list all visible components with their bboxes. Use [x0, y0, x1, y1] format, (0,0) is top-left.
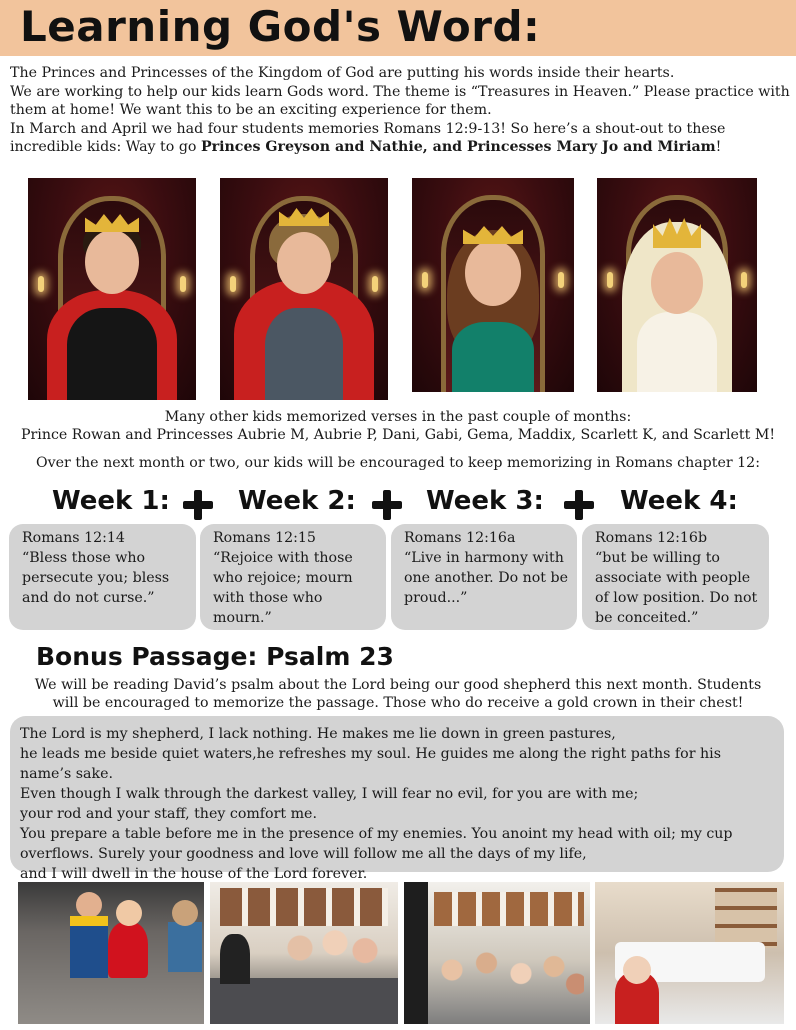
- plan-intro: Over the next month or two, our kids will be encouraged to keep memorizing in Romans chapter 12:: [36, 455, 760, 471]
- verse-text: “Bless those who persecute you; bless and do not curse.”: [22, 550, 170, 606]
- week-2-card: [200, 524, 386, 630]
- other-kids-heading: Many other kids memorized verses in the past couple of months:: [164, 409, 632, 425]
- psalm-line: your rod and your staff, they comfort me.: [20, 806, 317, 822]
- page-title: Learning God's Word:: [20, 2, 541, 51]
- verse-reference: Romans 12:16a: [404, 530, 516, 546]
- photo-prince-2: [220, 178, 388, 400]
- plus-icon: [372, 490, 402, 520]
- plus-icon: [564, 490, 594, 520]
- verse-text: “Rejoice with those who rejoice; mourn with those who mourn.”: [213, 550, 353, 626]
- photo-kids-crafts: [595, 882, 784, 1024]
- photo-kids-dancing: [18, 882, 204, 1024]
- verse-reference: Romans 12:16b: [595, 530, 708, 546]
- psalm-line: Even though I walk through the darkest valley, I will fear no evil, for you are with me;: [20, 786, 639, 802]
- photo-princess-2: [597, 178, 757, 392]
- verse-text: “but be willing to associate with people of low position. Do not be conceited.”: [595, 550, 758, 626]
- psalm-23-box: [10, 716, 784, 882]
- photo-kids-group: [404, 882, 590, 1024]
- verse-reference: Romans 12:14: [22, 530, 125, 546]
- verse-text: “Live in harmony with one another. Do not be proud...”: [404, 550, 568, 606]
- intro-text: [10, 64, 790, 157]
- verse-reference: Romans 12:15: [213, 530, 316, 546]
- bonus-title: Bonus Passage: Psalm 23: [36, 642, 394, 671]
- photo-kids-on-stage: [210, 882, 398, 1024]
- intro-end: !: [715, 139, 722, 155]
- photo-prince-1: [28, 178, 196, 400]
- week-4-heading: Week 4:: [620, 486, 738, 516]
- plus-icon: [183, 490, 213, 520]
- psalm-line: and I will dwell in the house of the Lord forever.: [20, 866, 368, 882]
- intro-line-2: We are working to help our kids learn Gods word. The theme is “Treasures in Heaven.” Please practice with them at home! We want this to be an exciting experience for them.: [10, 83, 790, 118]
- week-3-heading: Week 3:: [426, 486, 544, 516]
- intro-line-1: The Princes and Princesses of the Kingdom of God are putting his words inside their hearts.: [10, 65, 675, 81]
- week-3-card: [391, 524, 577, 630]
- honoree-names: Princes Greyson and Nathie, and Princesses Mary Jo and Miriam: [200, 139, 716, 155]
- week-4-card: [582, 524, 769, 630]
- bonus-line-1: We will be reading David’s psalm about the Lord being our good shepherd this next month. Students: [34, 677, 762, 693]
- bonus-line-2: will be encouraged to memorize the passage. Those who do receive a gold crown in their chest!: [52, 695, 744, 711]
- other-kids-names: Prince Rowan and Princesses Aubrie M, Aubrie P, Dani, Gabi, Gema, Maddix, Scarlett K, and Scarlett M!: [20, 427, 776, 443]
- photo-princess-1: [412, 178, 574, 392]
- intro-shoutout: In March and April we had four students memories Romans 12:9-13! So here’s a shout-out to these incredible kids: Way to go: [10, 120, 726, 155]
- psalm-line: You prepare a table before me in the presence of my enemies. You anoint my head with oil; my cup: [20, 826, 733, 842]
- intro-line-3: [10, 120, 790, 157]
- psalm-line: he leads me beside quiet waters,he refreshes my soul. He guides me along the right paths for his name’s sake.: [20, 746, 721, 782]
- title-banner: [0, 0, 796, 56]
- psalm-line: overflows. Surely your goodness and love will follow me all the days of my life,: [20, 846, 587, 862]
- week-1-card: [9, 524, 196, 630]
- psalm-line: The Lord is my shepherd, I lack nothing. He makes me lie down in green pastures,: [20, 726, 616, 742]
- week-1-heading: Week 1:: [52, 486, 170, 516]
- week-2-heading: Week 2:: [238, 486, 356, 516]
